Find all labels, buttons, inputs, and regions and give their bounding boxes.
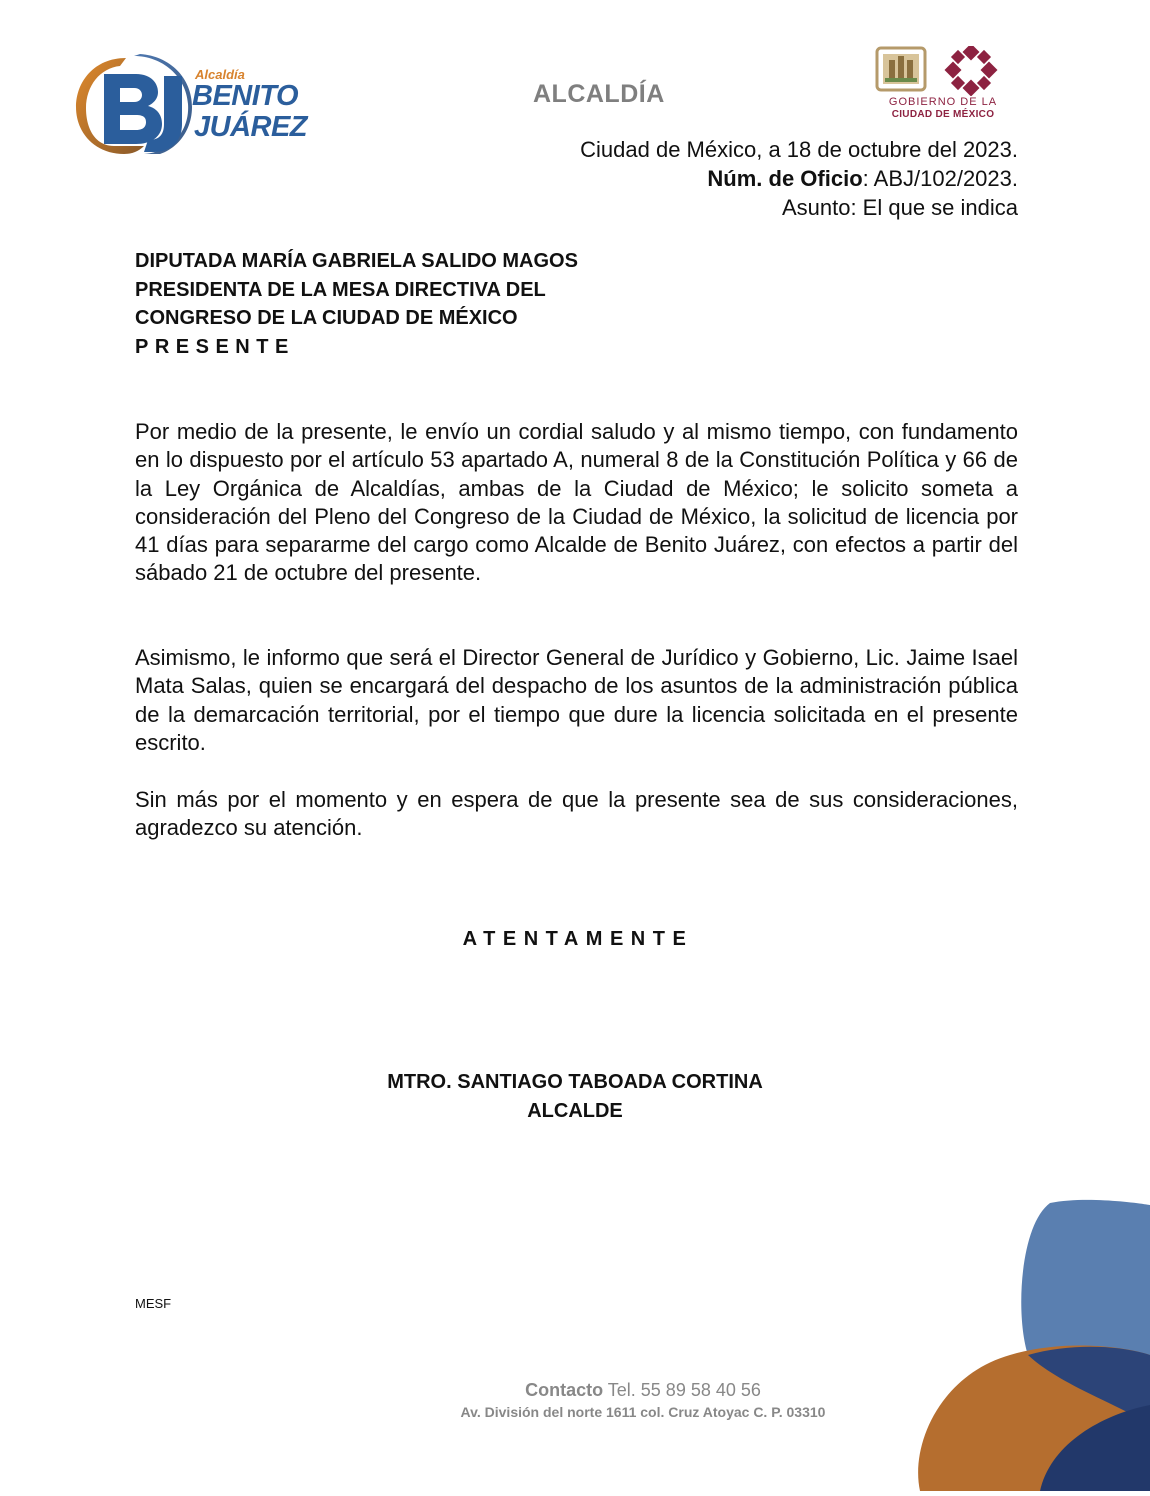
signer-title: ALCALDE <box>527 1099 623 1122</box>
recipient-presente: PRESENTE <box>135 335 295 358</box>
signer-name: MTRO. SANTIAGO TABOADA CORTINA <box>387 1071 763 1093</box>
recipient-name: DIPUTADA MARÍA GABRIELA SALIDO MAGOS <box>135 250 578 272</box>
oficio-value: : ABJ/102/2023. <box>862 166 1018 191</box>
contact-phone: Tel. 55 89 58 40 56 <box>603 1380 761 1400</box>
signature-block <box>0 1068 1150 1125</box>
header-title: ALCALDÍA <box>533 80 665 108</box>
decorative-blobs-icon <box>900 1195 1150 1491</box>
oficio-number <box>580 164 1018 193</box>
recipient-position: PRESIDENTA DE LA MESA DIRECTIVA DEL <box>135 278 546 301</box>
oficio-label: Núm. de Oficio <box>707 166 863 191</box>
body-paragraph-3: Sin más por el momento y en espera de que la presente sea de sus consideraciones, agradezco su atención. <box>135 787 1018 841</box>
recipient-institution: CONGRESO DE LA CIUDAD DE MÉXICO <box>135 307 518 329</box>
gov-logo-line2: CIUDAD DE MÉXICO <box>891 109 995 120</box>
cdmx-emblem-icon <box>873 46 1013 96</box>
typist-initials: MESF <box>135 1296 172 1311</box>
bj-emblem-icon <box>74 52 194 162</box>
document-date: Ciudad de México, a 18 de octubre del 2023. <box>580 137 1018 162</box>
benito-juarez-logo <box>74 52 324 162</box>
document-subject: Asunto: El que se indica <box>781 195 1018 220</box>
logo-line-juarez: JUÁREZ <box>194 111 308 143</box>
recipient-block <box>135 247 578 361</box>
gov-logo-line1: GOBIERNO DE LA <box>888 96 998 108</box>
gobierno-cdmx-logo <box>873 46 1013 124</box>
body-paragraph-1: Por medio de la presente, le envío un cordial saludo y al mismo tiempo, con fundamento en lo dispuesto por el artículo 53 apartado A, numeral 8 de la Constitución Política y 66 de la Ley Orgánica de Alcaldías, ambas de la Ciudad de México; le solicito someta a consideración del Pleno del Congreso de la Ciudad de México, la solicitud de licencia por 41 días para separarme del cargo como Alcalde de Benito Juárez, con efectos a partir del sábado 21 de octubre del presente. <box>135 419 1018 586</box>
logo-subtitle: Alcaldía <box>195 67 245 82</box>
footer-address: Av. División del norte 1611 col. Cruz Atoyac C. P. 03310 <box>460 1404 826 1420</box>
decorative-corner-shapes <box>900 1195 1150 1491</box>
logo-line-benito: BENITO <box>192 80 299 112</box>
closing-salutation: ATENTAMENTE <box>462 928 694 950</box>
document-meta <box>580 135 1018 222</box>
contact-label: Contacto <box>525 1380 604 1400</box>
body-paragraph-2: Asimismo, le informo que será el Director General de Jurídico y Gobierno, Lic. Jaime Isael Mata Salas, quien se encargará del despacho de los asuntos de la administración pública de la demarcación territorial, por el tiempo que dure la licencia solicitada en el presente escrito. <box>135 645 1018 755</box>
